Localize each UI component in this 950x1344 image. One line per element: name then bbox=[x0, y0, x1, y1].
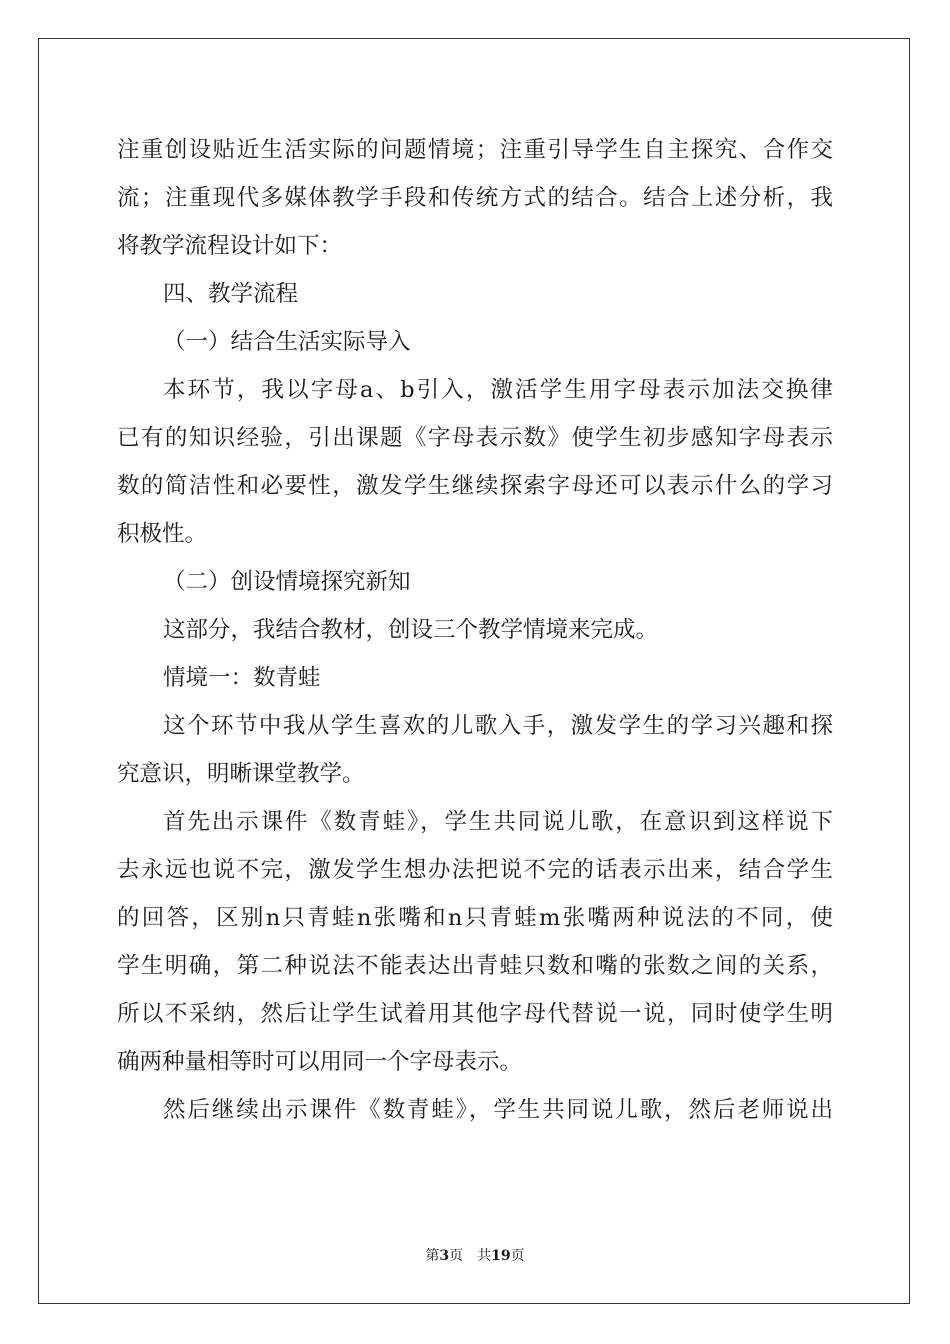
paragraph-line: 注重创设贴近生活实际的问题情境；注重引导学生自主探究、合作交 bbox=[117, 137, 833, 163]
subsection-heading: （一）结合生活实际导入 bbox=[163, 329, 411, 355]
paragraph-line: 确两种量相等时可以用同一个字母表示。 bbox=[117, 1049, 523, 1075]
paragraph-line: 这部分，我结合教材，创设三个教学情境来完成。 bbox=[163, 617, 659, 643]
footer-mid: 页 共 bbox=[449, 1248, 492, 1264]
paragraph-line: 流；注重现代多媒体教学手段和传统方式的结合。结合上述分析，我 bbox=[117, 185, 833, 211]
footer-prefix: 第 bbox=[425, 1248, 440, 1264]
document-body bbox=[117, 126, 833, 1134]
page-footer bbox=[0, 1246, 950, 1266]
paragraph-line: 去永远也说不完，激发学生想办法把说不完的话表示出来，结合学生 bbox=[117, 857, 833, 883]
current-page-number: 3 bbox=[439, 1248, 450, 1264]
paragraph-line: 已有的知识经验，引出课题《字母表示数》使学生初步感知字母表示 bbox=[117, 425, 833, 451]
paragraph-line: 首先出示课件《数青蛙》，学生共同说儿歌，在意识到这样说下 bbox=[163, 809, 833, 835]
paragraph-line: 本环节，我以字母a、b引入，激活学生用字母表示加法交换律 bbox=[163, 377, 833, 403]
section-heading: 四、教学流程 bbox=[163, 281, 299, 307]
paragraph-line: 将教学流程设计如下： bbox=[117, 233, 343, 259]
paragraph-line: 积极性。 bbox=[117, 521, 208, 547]
total-page-count: 19 bbox=[491, 1248, 511, 1264]
paragraph-line: 学生明确，第二种说法不能表达出青蛙只数和嘴的张数之间的关系， bbox=[117, 953, 833, 979]
subsection-heading: （二）创设情境探究新知 bbox=[163, 569, 411, 595]
scenario-heading: 情境一：数青蛙 bbox=[163, 665, 321, 691]
paragraph-line: 这个环节中我从学生喜欢的儿歌入手，激发学生的学习兴趣和探 bbox=[163, 713, 833, 739]
paragraph-line: 究意识，明晰课堂教学。 bbox=[117, 761, 365, 787]
paragraph-line: 的回答，区别n只青蛙n张嘴和n只青蛙m张嘴两种说法的不同，使 bbox=[117, 905, 833, 931]
paragraph-line: 然后继续出示课件《数青蛙》，学生共同说儿歌，然后老师说出 bbox=[163, 1097, 833, 1123]
footer-suffix: 页 bbox=[510, 1248, 525, 1264]
paragraph-line: 数的简洁性和必要性，激发学生继续探索字母还可以表示什么的学习 bbox=[117, 473, 833, 499]
paragraph-line: 所以不采纳，然后让学生试着用其他字母代替说一说，同时使学生明 bbox=[117, 1001, 833, 1027]
